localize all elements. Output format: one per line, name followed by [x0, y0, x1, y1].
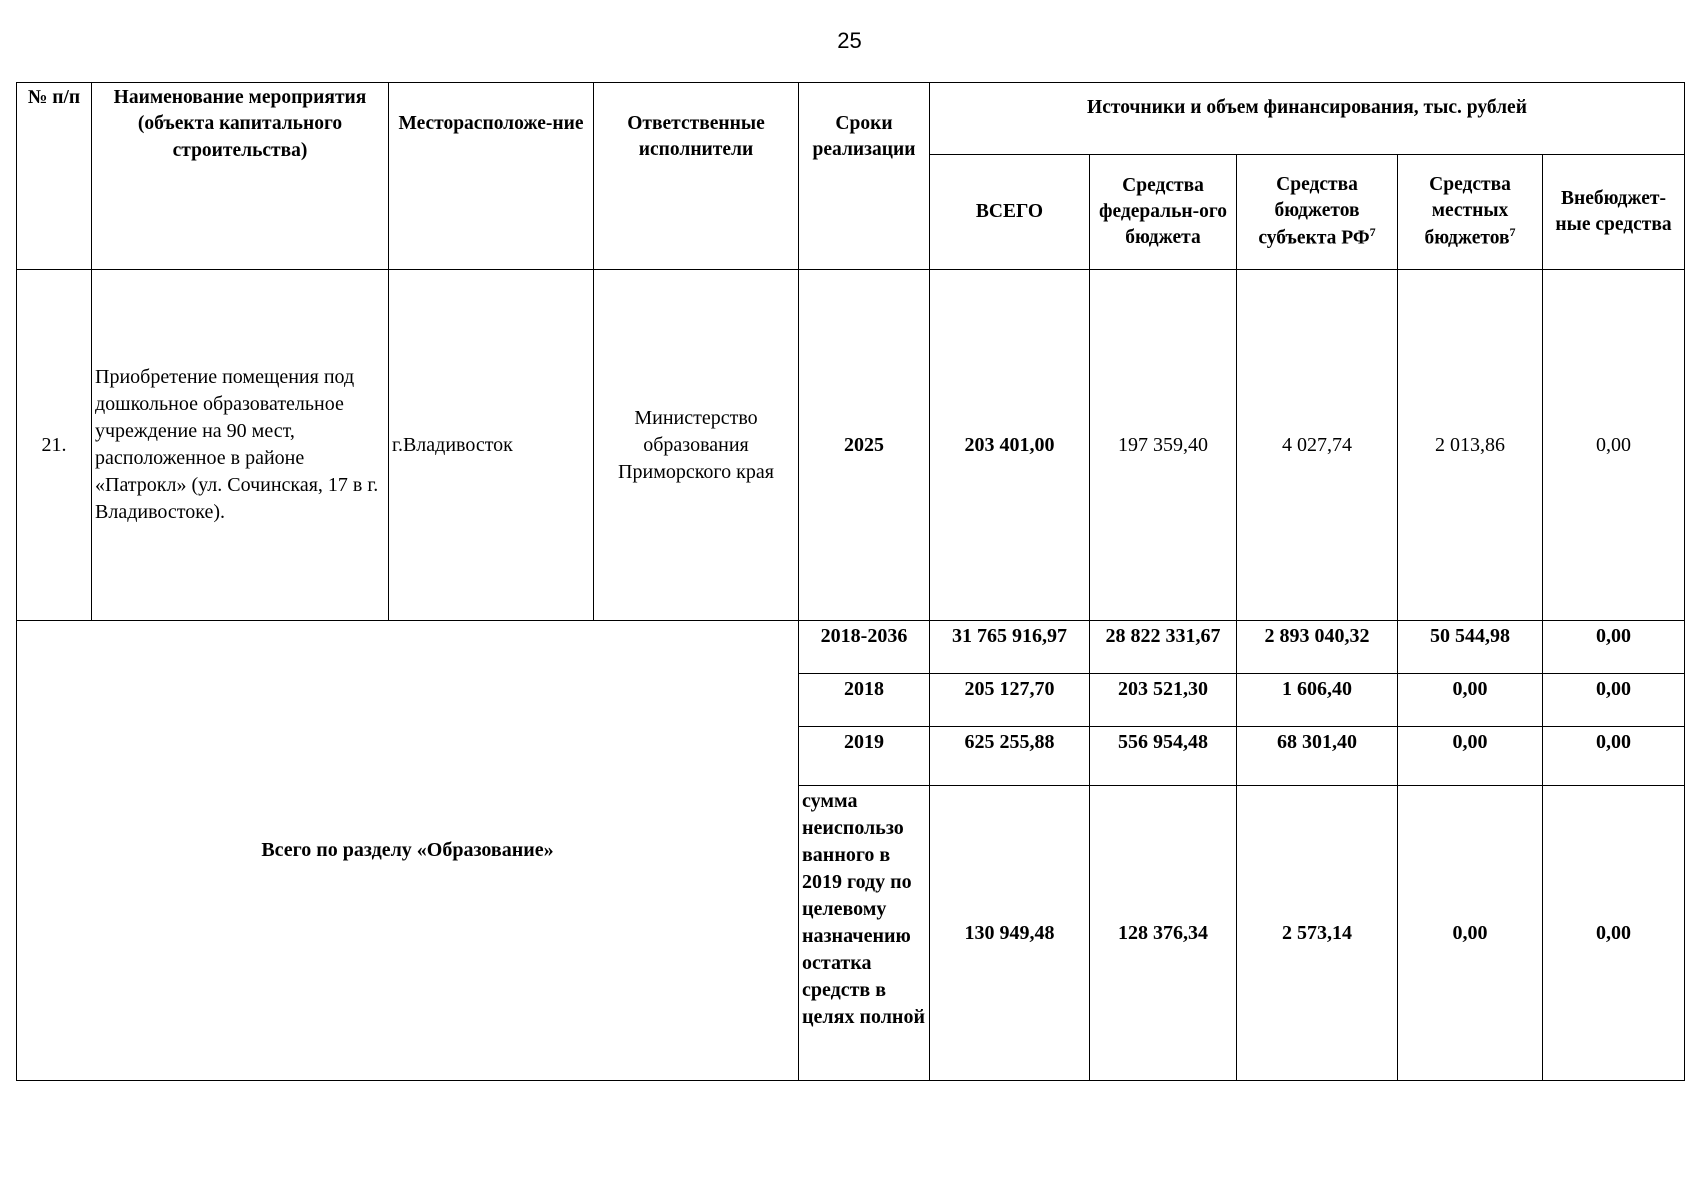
- totals-federal: 128 376,34: [1090, 786, 1237, 1081]
- col-header-funding-group: Источники и объем финансирования, тыс. рублей: [930, 83, 1685, 155]
- totals-extra: 0,00: [1543, 674, 1685, 727]
- totals-total: 130 949,48: [930, 786, 1090, 1081]
- totals-term: 2018: [799, 674, 930, 727]
- row-location: г.Владивосток: [389, 270, 594, 621]
- totals-term: 2019: [799, 727, 930, 786]
- totals-subject: 1 606,40: [1237, 674, 1398, 727]
- totals-term-note: сумма неиспользо ванного в 2019 году по целевому назначению остатка средств в целях полной: [799, 786, 930, 1081]
- row-term: 2025: [799, 270, 930, 621]
- totals-extra: 0,00: [1543, 727, 1685, 786]
- totals-local: 0,00: [1398, 786, 1543, 1081]
- totals-label: Всего по разделу «Образование»: [17, 621, 799, 1081]
- col-header-location: Месторасположе-ние: [389, 83, 594, 270]
- col-header-local: Средства местных бюджетов$^7$: [1398, 155, 1543, 270]
- col-header-extra: Внебюджет-ные средства: [1543, 155, 1685, 270]
- totals-row: [17, 621, 1685, 674]
- col-header-federal: Средства федеральн-ого бюджета: [1090, 155, 1237, 270]
- table-row: [17, 270, 1685, 621]
- totals-total: 625 255,88: [930, 727, 1090, 786]
- col-header-responsible: Ответственные исполнители: [594, 83, 799, 270]
- totals-federal: 28 822 331,67: [1090, 621, 1237, 674]
- col-header-num: № п/п: [17, 83, 92, 270]
- row-federal: 197 359,40: [1090, 270, 1237, 621]
- totals-extra: 0,00: [1543, 621, 1685, 674]
- row-local: 2 013,86: [1398, 270, 1543, 621]
- totals-local: 50 544,98: [1398, 621, 1543, 674]
- totals-local: 0,00: [1398, 727, 1543, 786]
- page-number: 25: [837, 28, 862, 53]
- totals-total: 31 765 916,97: [930, 621, 1090, 674]
- row-num: 21.: [17, 270, 92, 621]
- row-subject: 4 027,74: [1237, 270, 1398, 621]
- totals-federal: 556 954,48: [1090, 727, 1237, 786]
- row-responsible: Министерство образования Приморского края: [594, 270, 799, 621]
- totals-subject: 68 301,40: [1237, 727, 1398, 786]
- row-total: 203 401,00: [930, 270, 1090, 621]
- totals-total: 205 127,70: [930, 674, 1090, 727]
- col-header-subject: Средства бюджетов субъекта $РФ^7$: [1237, 155, 1398, 270]
- totals-subject: 2 573,14: [1237, 786, 1398, 1081]
- totals-local: 0,00: [1398, 674, 1543, 727]
- row-name: Приобретение помещения под дошкольное образовательное учреждение на 90 мест, расположенное в районе «Патрокл» (ул. Сочинская, 17 в г. Владивостоке).: [92, 270, 389, 621]
- funding-table: [16, 82, 1685, 1081]
- col-header-terms: Сроки реализации: [799, 83, 930, 270]
- totals-subject: 2 893 040,32: [1237, 621, 1398, 674]
- col-header-name: Наименование мероприятия (объекта капитального строительства): [92, 83, 389, 270]
- col-header-total: ВСЕГО: [930, 155, 1090, 270]
- row-extra: 0,00: [1543, 270, 1685, 621]
- totals-term: 2018-2036: [799, 621, 930, 674]
- totals-federal: 203 521,30: [1090, 674, 1237, 727]
- totals-extra: 0,00: [1543, 786, 1685, 1081]
